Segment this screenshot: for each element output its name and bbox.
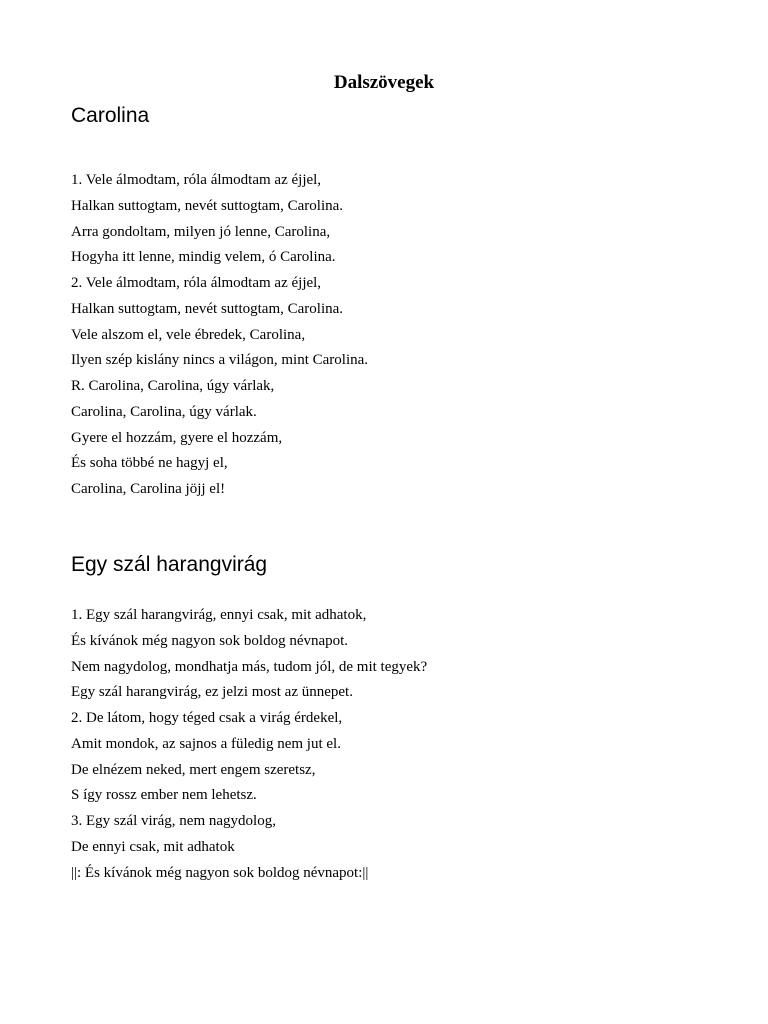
lyric-line: Carolina, Carolina jöjj el!	[71, 481, 226, 497]
song-title-carolina: Carolina	[71, 104, 150, 127]
lyric-line: És soha többé ne hagyj el,	[71, 455, 228, 472]
lyric-line: De elnézem neked, mert engem szeretsz,	[71, 761, 316, 778]
song-lyrics-carolina	[71, 168, 711, 503]
lyric-line: Hogyha itt lenne, mindig velem, ó Carolina.	[71, 249, 336, 266]
lyric-line: Halkan suttogtam, nevét suttogtam, Carolina.	[71, 197, 344, 214]
lyric-line: 1. Egy szál harangvirág, ennyi csak, mit adhatok,	[71, 607, 367, 623]
lyric-line: ||: És kívánok még nagyon sok boldog névnapot:||	[71, 864, 369, 881]
lyric-line: Gyere el hozzám, gyere el hozzám,	[71, 429, 283, 446]
lyric-line: 3. Egy szál virág, nem nagydolog,	[71, 813, 276, 829]
lyric-line: Egy szál harangvirág, ez jelzi most az ünnepet.	[71, 684, 353, 701]
song-lyrics-egy-szal-harangvirag	[71, 603, 711, 886]
lyric-line: R. Carolina, Carolina, úgy várlak,	[71, 378, 275, 394]
lyric-line: De ennyi csak, mit adhatok	[71, 838, 235, 855]
lyric-line: Vele alszom el, vele ébredek, Carolina,	[71, 326, 306, 343]
document-title: Dalszövegek	[333, 72, 435, 93]
lyric-line: Halkan suttogtam, nevét suttogtam, Carolina.	[71, 300, 344, 317]
lyric-line: És kívánok még nagyon sok boldog névnapot.	[71, 632, 349, 649]
lyric-line: S így rossz ember nem lehetsz.	[71, 787, 257, 804]
song-title-egy-szal-harangvirag: Egy szál harangvirág	[71, 553, 268, 576]
lyric-line: 2. Vele álmodtam, róla álmodtam az éjjel,	[71, 275, 322, 291]
lyric-line: Amit mondok, az sajnos a füledig nem jut el.	[71, 735, 341, 752]
lyric-line: Carolina, Carolina, úgy várlak.	[71, 403, 257, 420]
lyric-line: Arra gondoltam, milyen jó lenne, Carolina,	[71, 223, 331, 240]
lyric-line: 2. De látom, hogy téged csak a virág érdekel,	[71, 710, 343, 726]
lyric-line: Nem nagydolog, mondhatja más, tudom jól, de mit tegyek?	[71, 658, 428, 675]
lyric-line: 1. Vele álmodtam, róla álmodtam az éjjel,	[71, 172, 322, 188]
lyric-line: Ilyen szép kislány nincs a világon, mint Carolina.	[71, 352, 369, 369]
